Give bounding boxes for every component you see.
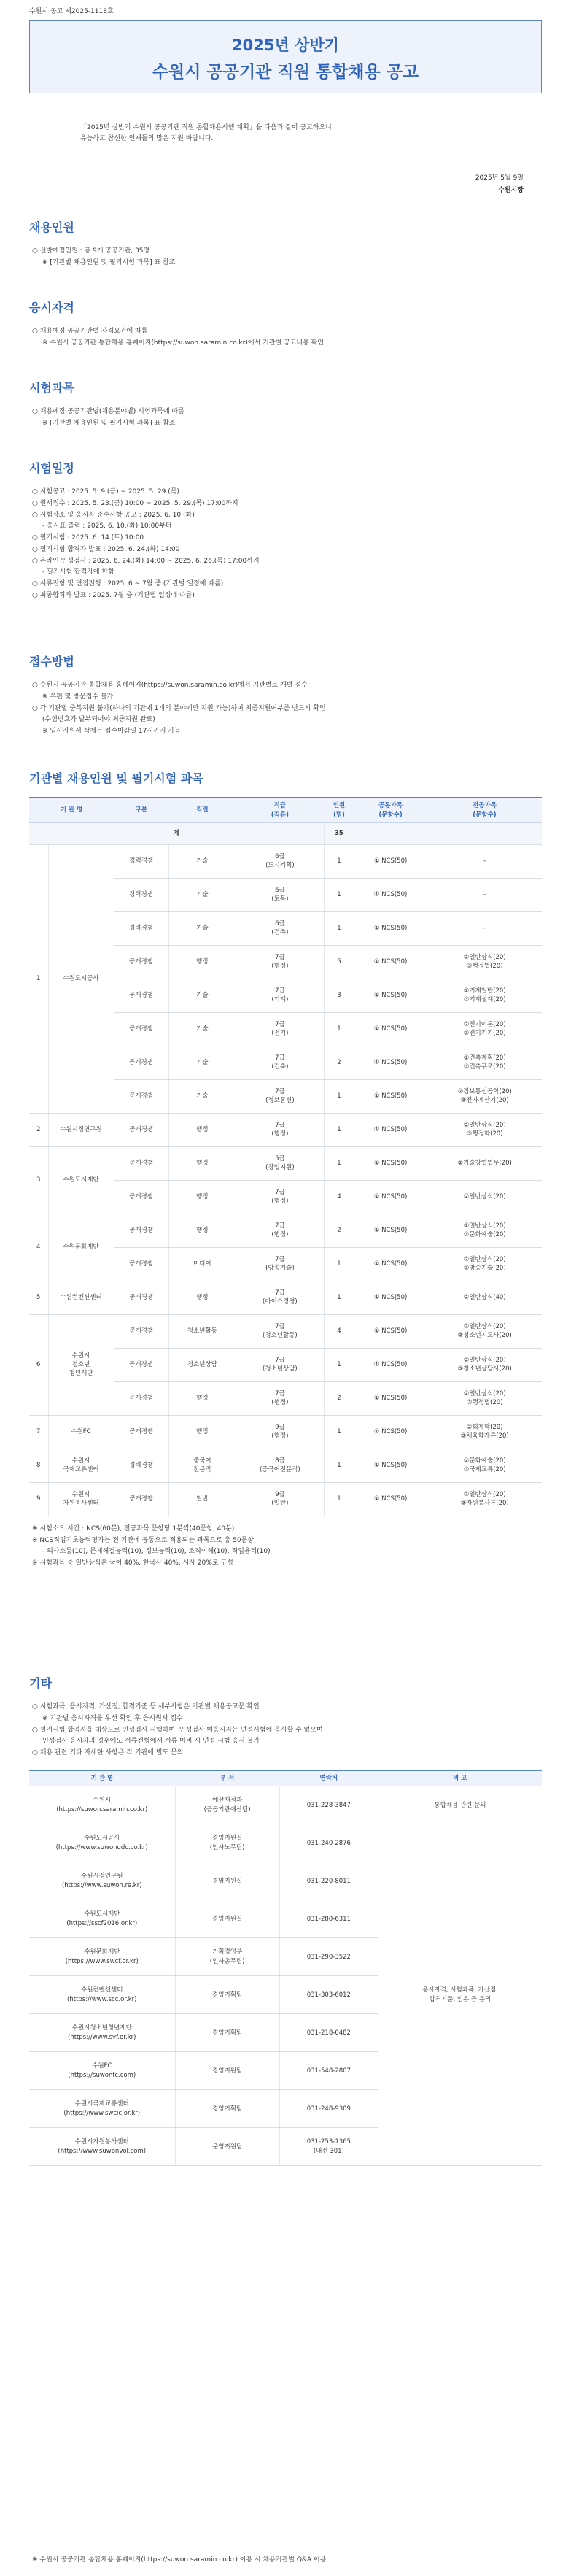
table-cell: 9급 (일반): [236, 1482, 324, 1516]
table-cell: 6급 (건축): [236, 911, 324, 945]
table-cell: 경력경쟁: [114, 844, 168, 878]
table-cell: 8급 (중국어전문직): [236, 1449, 324, 1482]
table-cell: 1: [325, 1449, 354, 1482]
table-cell: 1: [325, 1079, 354, 1113]
table-cell: 7급 (방송기술): [236, 1247, 324, 1281]
table-cell: 7급 (행정): [236, 1113, 324, 1146]
contact-dept: 경영지원실: [175, 1900, 279, 1938]
table-cell: 1: [325, 878, 354, 911]
bullet-line: ※ 입사지원서 삭제는 접수마감일 17시까지 가능: [42, 728, 181, 736]
bullet-line: ※ 시험과목 중 일반상식은 국어 40%, 한국사 40%, 시사 20%로 구성: [32, 1559, 233, 1567]
org-number: 3: [29, 1146, 48, 1214]
contact-phone: 031-248-9309: [279, 2090, 378, 2128]
org-name: 수원시 자원봉사센터: [48, 1482, 114, 1516]
table-cell: ① NCS(50): [354, 1348, 427, 1381]
table-cell: 공개경쟁: [114, 1214, 168, 1247]
contact-dept: 경영지원실 (인사노무팀): [175, 1824, 279, 1862]
org-name: 수원문화재단: [48, 1214, 114, 1281]
intro-text: [80, 123, 489, 145]
table-cell: 공개경쟁: [114, 1012, 168, 1046]
bullet-line: ※ [기관별 채용인원 및 필기시험 과목] 표 참조: [42, 258, 176, 266]
bullet-line: 인성검사 응시자의 경우에도 서류전형에서 서류 미비 시 면접 시험 응시 불가: [42, 1738, 260, 1746]
contact-header-cell: 부 서: [175, 1770, 279, 1786]
table-cell: 공개경쟁: [114, 1281, 168, 1314]
section-recruit: [29, 219, 542, 269]
contact-phone: 031-220-8011: [279, 1862, 378, 1900]
contact-dept: 경영지원실: [175, 1862, 279, 1900]
table-header-cell: 공통과목 (문항수): [354, 798, 427, 822]
table-cell: ②기술창업업무(20): [427, 1146, 542, 1180]
contact-phone: 031-548-2807: [279, 2052, 378, 2090]
table-cell: 공개경쟁: [114, 1113, 168, 1146]
table-cell: ① NCS(50): [354, 1214, 427, 1247]
table-cell: 7급 (행정): [236, 1214, 324, 1247]
table-cell: ②일반상식(20) ③행정법(20): [427, 1381, 542, 1415]
contact-phone: 031-280-6311: [279, 1900, 378, 1938]
contact-table: [29, 1770, 542, 2166]
table-cell: ① NCS(50): [354, 1314, 427, 1348]
table-header-cell: 구분: [114, 798, 168, 822]
notice-date: 2025년 5월 9일: [475, 174, 524, 182]
table-cell: 1: [325, 1348, 354, 1381]
table-cell: 행정: [168, 1415, 236, 1449]
section-subjects: [29, 379, 542, 430]
org-number: 9: [29, 1482, 48, 1516]
table-cell: ②일반상식(20) ③방송기술(20): [427, 1247, 542, 1281]
table-cell: 행정: [168, 1281, 236, 1314]
bullet-line: ○ 채용예정 공공기관별(채용분야별) 시험과목에 따름: [32, 408, 184, 416]
table-row: [29, 1449, 542, 1482]
contact-note-detail: 응시자격, 시험과목, 가산점, 합격기준, 임용 등 문의: [378, 1824, 542, 2166]
section-apply: [29, 653, 542, 738]
org-number: 2: [29, 1113, 48, 1146]
bullet-line: ○ 수원시 공공기관 통합채용 홈페이지(https://suwon.saramin.co.kr)에서 기관별로 개별 접수: [32, 682, 308, 690]
org-name: 수원FC: [48, 1415, 114, 1449]
table-cell: 행정: [168, 1214, 236, 1247]
table-cell: 기술: [168, 1012, 236, 1046]
table-cell: 기술: [168, 979, 236, 1012]
table-cell: 1: [325, 1247, 354, 1281]
table-cell: 2: [325, 1381, 354, 1415]
table-cell: 7급 (청소년활동): [236, 1314, 324, 1348]
bullet-line: ※ 기관별 응시자격을 우선 확인 후 응시원서 접수: [42, 1714, 183, 1722]
table-cell: -: [427, 911, 542, 945]
table-cell: 공개경쟁: [114, 1314, 168, 1348]
section-heading: 응시자격: [29, 301, 74, 315]
bullet-line: - 의사소통(10), 문제해결능력(10), 정보능력(10), 조직이해(10), 직업윤리(10): [42, 1548, 271, 1556]
section-heading: 접수방법: [29, 655, 74, 668]
contact-dept: 경영기획팀: [175, 2090, 279, 2128]
table-cell: ②일반상식(20) ③자원봉사론(20): [427, 1482, 542, 1516]
table-cell: ① NCS(50): [354, 1381, 427, 1415]
table-cell: ① NCS(50): [354, 1180, 427, 1214]
section-heading: 기관별 채용인원 및 필기시험 과목: [29, 771, 203, 785]
table-cell: 1: [325, 1113, 354, 1146]
table-cell: 7급 (건축): [236, 1046, 324, 1079]
table-cell: ① NCS(50): [354, 1146, 427, 1180]
table-cell: 1: [325, 911, 354, 945]
table-cell: 7급 (청소년상담): [236, 1348, 324, 1381]
table-cell: 7급 (전기): [236, 1012, 324, 1046]
bullet-line: - 응시표 출력 : 2025. 6. 10.(화) 10:00부터: [42, 522, 172, 531]
total-label: 계: [29, 822, 325, 844]
contact-note-general: 통합채용 관련 문의: [378, 1786, 542, 1824]
table-cell: ②건축계획(20) ③건축구조(20): [427, 1046, 542, 1079]
signer: 수원시장: [498, 187, 524, 195]
table-cell: ① NCS(50): [354, 1449, 427, 1482]
section-heading: 기타: [29, 1676, 52, 1690]
section-etc: [29, 1675, 542, 2166]
bullet-line: ※ [기관별 채용인원 및 필기시험 과목] 표 참조: [42, 419, 176, 427]
table-cell: 행정: [168, 1146, 236, 1180]
table-cell: 1: [325, 1012, 354, 1046]
contact-phone: 031-240-2876: [279, 1824, 378, 1862]
org-number: 7: [29, 1415, 48, 1449]
contact-org: 수원시정연구원 (https://www.suwon.re.kr): [29, 1862, 175, 1900]
table-cell: 7급 (정보통신): [236, 1079, 324, 1113]
org-number: 8: [29, 1449, 48, 1482]
table-header-cell: 인원 (명): [325, 798, 354, 822]
org-number: 4: [29, 1214, 48, 1281]
table-cell: 경력경쟁: [114, 911, 168, 945]
contact-org: 수원시자원봉사센터 (https://www.suwonvol.com): [29, 2128, 175, 2166]
contact-org: 수원시 (https://suwon.saramin.co.kr): [29, 1786, 175, 1824]
table-cell: 행정: [168, 1113, 236, 1146]
table-cell: 1: [325, 844, 354, 878]
table-cell: 일반: [168, 1482, 236, 1516]
table-cell: ②문화예술(20) ③국제교류(20): [427, 1449, 542, 1482]
table-cell: ②회계학(20) ③체육학개론(20): [427, 1415, 542, 1449]
footer-note: ※ 수원시 공공기관 통합채용 홈페이지(https://suwon.saramin.co.kr) 이용 시 채용기관별 Q&A 이용: [32, 2556, 327, 2564]
title-line2: 수원시 공공기관 직원 통합채용 공고: [152, 63, 419, 82]
bullet-line: ○ 필기시험 합격자 발표 : 2025. 6. 24.(화) 14:00: [32, 545, 180, 553]
contact-org: 수원시청소년청년재단 (https://www.syf.or.kr): [29, 2014, 175, 2052]
contact-dept: 운영지원팀: [175, 2128, 279, 2166]
table-header-cell: 직급 (직류): [236, 798, 324, 822]
title-line1: 2025년 상반기: [232, 36, 339, 54]
table-cell: -: [427, 878, 542, 911]
contact-phone: 031-290-3522: [279, 1938, 378, 1976]
table-cell: 1: [325, 1281, 354, 1314]
table-cell: ① NCS(50): [354, 844, 427, 878]
table-cell: 6급 (도시계획): [236, 844, 324, 878]
table-cell: 경력경쟁: [114, 878, 168, 911]
org-name: 수원시 청소년 청년재단: [48, 1314, 114, 1415]
table-cell: ②일반상식(20) ③행정학(20): [427, 1113, 542, 1146]
contact-header-cell: 비 고: [378, 1770, 542, 1786]
table-cell: 7급 (행정): [236, 1381, 324, 1415]
contact-phone: 031-303-6012: [279, 1976, 378, 2014]
table-cell: ① NCS(50): [354, 1113, 427, 1146]
table-row: [29, 1314, 542, 1348]
contact-header-cell: 기 관 명: [29, 1770, 175, 1786]
bullet-line: ○ 최종합격자 발표 : 2025. 7월 중 (기관별 일정에 따름): [32, 591, 195, 599]
table-cell: ① NCS(50): [354, 1046, 427, 1079]
bullet-line: ※ 시험소요 시간 : NCS(60분), 전공과목 문항당 1분씩(40문항, 40분): [32, 1524, 235, 1532]
table-cell: 공개경쟁: [114, 1079, 168, 1113]
table-cell: ① NCS(50): [354, 1415, 427, 1449]
bullet-line: ○ 채용예정 공공기관별 자격요건에 따름: [32, 328, 148, 336]
bullet-line: ○ 서류전형 및 면접전형 : 2025. 6 ~ 7월 중 (기관별 일정에 따름): [32, 580, 224, 588]
table-cell: 기술: [168, 844, 236, 878]
contact-org: 수원시국제교류센터 (https://www.swcic.or.kr): [29, 2090, 175, 2128]
contact-org: 수원컨벤션센터 (https://www.scc.or.kr): [29, 1976, 175, 2014]
contact-dept: 경영지원팀: [175, 2052, 279, 2090]
contact-dept: 예산재정과 (공공기관에산팀): [175, 1786, 279, 1824]
bullet-line: ○ 시험장소 및 응시자 준수사항 공고 : 2025. 6. 10.(화): [32, 511, 195, 519]
table-cell: 청소년활동: [168, 1314, 236, 1348]
contact-org: 수원도시공사 (https://www.suwonudc.co.kr): [29, 1824, 175, 1862]
bullet-line: ○ 원서접수 : 2025. 5. 23.(금) 10:00 ~ 2025. 5. 29.(목) 17:00까지: [32, 499, 238, 507]
table-header-cell: 직렬: [168, 798, 236, 822]
table-header-cell: 기 관 명: [29, 798, 114, 822]
contact-org: 수원도시재단 (https://sscf2016.or.kr): [29, 1900, 175, 1938]
table-row: [29, 1482, 542, 1516]
table-cell: 공개경쟁: [114, 945, 168, 979]
contact-dept: 기획경영부 (인사총무팀): [175, 1938, 279, 1976]
org-name: 수원도시재단: [48, 1146, 114, 1214]
contact-phone: 031-228-3847: [279, 1786, 378, 1824]
table-cell: 4: [325, 1314, 354, 1348]
table-cell: 공개경쟁: [114, 1247, 168, 1281]
table-cell: 1: [325, 1482, 354, 1516]
notice-number: 수원시 공고 제2025-1118호: [29, 8, 114, 15]
section-heading: 시험과목: [29, 381, 74, 395]
table-cell: ②일반상식(20) ③청소년상담사(20): [427, 1348, 542, 1381]
table-cell: ②일반상식(40): [427, 1281, 542, 1314]
bullet-line: ○ 선발예정인원 : 총 9개 공공기관, 35명: [32, 247, 150, 255]
table-cell: ① NCS(50): [354, 1247, 427, 1281]
table-cell: 행정: [168, 945, 236, 979]
table-cell: 공개경쟁: [114, 979, 168, 1012]
contact-org: 수원문화재단 (https://www.swcf.or.kr): [29, 1938, 175, 1976]
total-empty: [354, 822, 542, 844]
table-row: [29, 844, 542, 878]
bullet-line: (수험번호가 발부되어야 최종지원 완료): [42, 716, 155, 724]
contact-phone: 031-218-0482: [279, 2014, 378, 2052]
table-cell: 공개경쟁: [114, 1046, 168, 1079]
bullet-line: ○ 필기시험 합격자를 대상으로 인성검사 시행하며, 인성검사 미응시자는 면접시험에 응시할 수 없으며: [32, 1726, 323, 1734]
bullet-line: ※ 우편 및 방문접수 불가: [42, 693, 114, 701]
bullet-line: ○ 온라인 인성검사 : 2025. 6. 24.(화) 14:00 ~ 2025. 6. 26.(목) 17:00까지: [32, 557, 260, 565]
section-schedule: [29, 460, 542, 602]
title-banner: [29, 20, 542, 93]
contact-row: [29, 1786, 542, 1824]
contact-phone: 031-253-1365 (내선 301): [279, 2128, 378, 2166]
bullet-line: ○ 필기시험 : 2025. 6. 14.(토) 10:00: [32, 534, 144, 542]
table-cell: 공개경쟁: [114, 1180, 168, 1214]
org-number: 5: [29, 1281, 48, 1314]
table-row: [29, 1214, 542, 1247]
section-heading: 시험일정: [29, 461, 74, 475]
table-cell: 행정: [168, 1381, 236, 1415]
contact-org: 수원FC (https://suwonfc.com): [29, 2052, 175, 2090]
bullet-line: ※ NCS직업기초능력평가는 전 기관에 공통으로 적용되는 과목으로 총 50문항: [32, 1536, 255, 1544]
table-row: [29, 1415, 542, 1449]
table-cell: ① NCS(50): [354, 1281, 427, 1314]
table-cell: ②전기이론(20) ③전기기기(20): [427, 1012, 542, 1046]
bullet-line: ○ 채용 관련 기타 자세한 사항은 각 기관에 별도 문의: [32, 1749, 184, 1757]
org-name: 수원시정연구원: [48, 1113, 114, 1146]
table-cell: 기술: [168, 1046, 236, 1079]
table-cell: -: [427, 844, 542, 878]
table-cell: 중국어 전문직: [168, 1449, 236, 1482]
table-header-cell: 전공과목 (문항수): [427, 798, 542, 822]
contact-row: [29, 1824, 542, 1862]
table-cell: 경력경쟁: [114, 1449, 168, 1482]
bullet-line: ※ 수원시 공공기관 통합채용 홈페이지(https://suwon.saramin.co.kr)에서 기관별 공고내용 확인: [42, 339, 325, 347]
table-cell: 2: [325, 1046, 354, 1079]
table-cell: 4: [325, 1180, 354, 1214]
table-cell: 공개경쟁: [114, 1415, 168, 1449]
table-cell: 7급 (행정): [236, 1180, 324, 1214]
table-cell: ① NCS(50): [354, 1012, 427, 1046]
section-table: [29, 770, 542, 1570]
table-cell: 3: [325, 979, 354, 1012]
bullet-line: ○ 시험과목, 응시자격, 가산점, 합격기준 등 세부사항은 기관별 채용공고문 확인: [32, 1703, 260, 1711]
table-cell: ① NCS(50): [354, 911, 427, 945]
contact-dept: 경영기획팀: [175, 2014, 279, 2052]
section-heading: 채용인원: [29, 220, 74, 234]
org-number: 6: [29, 1314, 48, 1415]
section-qualification: [29, 299, 542, 350]
table-cell: ① NCS(50): [354, 1079, 427, 1113]
table-cell: 공개경쟁: [114, 1348, 168, 1381]
recruitment-table: [29, 797, 542, 1516]
table-row: [29, 1281, 542, 1314]
table-cell: 7급 (행정): [236, 945, 324, 979]
table-cell: 기술: [168, 1079, 236, 1113]
table-cell: ②정보통신공학(20) ③전자계산기(20): [427, 1079, 542, 1113]
table-cell: 공개경쟁: [114, 1146, 168, 1180]
table-cell: 7급 (기계): [236, 979, 324, 1012]
table-cell: ① NCS(50): [354, 878, 427, 911]
table-cell: 공개경쟁: [114, 1381, 168, 1415]
intro-line2: 유능하고 참신한 인재들의 많은 지원 바랍니다.: [80, 135, 214, 143]
table-cell: ① NCS(50): [354, 979, 427, 1012]
org-number: 1: [29, 844, 48, 1113]
table-cell: ① NCS(50): [354, 1482, 427, 1516]
intro-line1: 「2025년 상반기 수원시 공공기관 직원 통합채용시행 계획」을 다음과 같이 공고하오니: [80, 124, 332, 131]
table-cell: 행정: [168, 1180, 236, 1214]
table-cell: ②일반상식(20) ③문화예술(20): [427, 1214, 542, 1247]
table-cell: 6급 (토목): [236, 878, 324, 911]
total-count: 35: [325, 822, 354, 844]
table-cell: 2: [325, 1214, 354, 1247]
table-cell: 7급 (마이스경영): [236, 1281, 324, 1314]
contact-header-cell: 연락처: [279, 1770, 378, 1786]
org-name: 수원시 국제교류센터: [48, 1449, 114, 1482]
bullet-line: ○ 시험공고 : 2025. 5. 9.(금) ~ 2025. 5. 29.(목): [32, 488, 179, 496]
table-cell: 청소년상담: [168, 1348, 236, 1381]
org-name: 수원컨벤션센터: [48, 1281, 114, 1314]
contact-dept: 경영기획팀: [175, 1976, 279, 2014]
bullet-line: ○ 각 기관별 중복지원 불가(하나의 기관에 1개의 분야에만 지원 가능)하며 최종지원여부를 반드시 확인: [32, 704, 326, 712]
table-cell: 기술: [168, 911, 236, 945]
table-cell: 9급 (행정): [236, 1415, 324, 1449]
table-cell: ②일반상식(20) ③청소년지도사(20): [427, 1314, 542, 1348]
table-row: [29, 1146, 542, 1180]
table-cell: 공개경쟁: [114, 1482, 168, 1516]
table-cell: ②일반상식(20) ③행정법(20): [427, 945, 542, 979]
table-cell: ②기계일반(20) ③기계설계(20): [427, 979, 542, 1012]
table-cell: 5: [325, 945, 354, 979]
org-name: 수원도시공사: [48, 844, 114, 1113]
table-row: [29, 1113, 542, 1146]
bullet-line: - 필기시험 합격자에 한함: [42, 568, 114, 576]
date-signature: [475, 172, 524, 197]
table-cell: 1: [325, 1146, 354, 1180]
table-cell: 미디어: [168, 1247, 236, 1281]
table-cell: ②일반상식(20): [427, 1180, 542, 1214]
table-cell: ① NCS(50): [354, 945, 427, 979]
table-cell: 1: [325, 1415, 354, 1449]
table-cell: 기술: [168, 878, 236, 911]
table-cell: 5급 (창업지원): [236, 1146, 324, 1180]
